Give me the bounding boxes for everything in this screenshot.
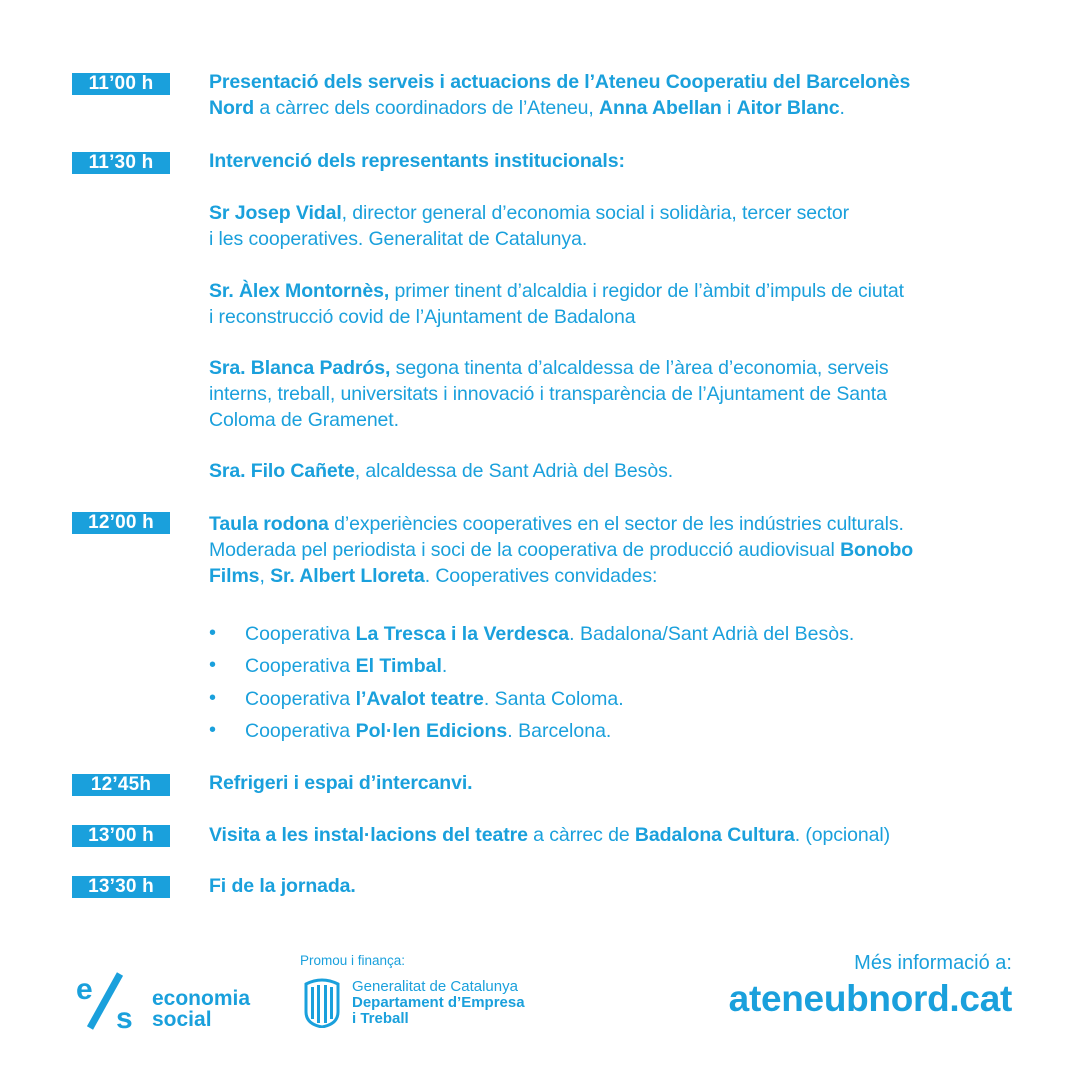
generalitat-text: Generalitat de Catalunya Departament d’Empresa i Treball xyxy=(352,978,525,1027)
bullet-icon: • xyxy=(209,622,217,644)
time-badge: 11’30 h xyxy=(72,152,170,174)
economia-social-logo-icon xyxy=(76,972,142,1030)
agenda-item-roundtable: Taula rodona d’experiències cooperatives en el sector de les indústries culturals. Moderada pel periodista i soci de la cooperativa de producció audiovisual Bonobo Films, Sr. Albert Lloreta. Cooperatives convidades: xyxy=(209,513,914,587)
bullet-icon: • xyxy=(209,654,217,676)
bullet-icon: • xyxy=(209,687,217,709)
more-info-label: Més informació a: xyxy=(854,952,1012,974)
economia-social-wordmark: economia social xyxy=(152,987,251,1031)
agenda-item-presentation: Presentació dels serveis i actuacions de l’Ateneu Cooperatiu del Barcelonès Nord a càrrec dels coordinadors de l’Ateneu, Anna Abellan i Aitor Blanc. xyxy=(209,71,911,119)
speaker-josep-vidal: Sr Josep Vidal, director general d’economia social i solidària, tercer sector i les cooperatives. Generalitat de Catalunya. xyxy=(209,202,850,250)
promou-label: Promou i finança: xyxy=(300,953,406,968)
time-badge: 12’00 h xyxy=(72,512,170,534)
bullet-icon: • xyxy=(209,719,217,741)
speaker-blanca-padros: Sra. Blanca Padrós, segona tinenta d’alcaldessa de l’àrea d’economia, serveis interns, treball, universitats i innovació i transparència de l’Ajuntament de Santa Coloma de Gramenet. xyxy=(209,357,889,431)
time-badge: 13’00 h xyxy=(72,825,170,847)
svg-text:s: s xyxy=(116,1002,133,1030)
time-badge: 12’45h xyxy=(72,774,170,796)
agenda-item-break: Refrigeri i espai d’intercanvi. xyxy=(209,772,473,794)
speaker-alex-montornes: Sr. Àlex Montornès, primer tinent d’alcaldia i regidor de l’àmbit d’impuls de ciutat i reconstrucció covid de l’Ajuntament de Badalona xyxy=(209,280,904,328)
svg-text:e: e xyxy=(76,973,93,1006)
agenda-item-end: Fi de la jornada. xyxy=(209,875,356,897)
speaker-filo-canete: Sra. Filo Cañete, alcaldessa de Sant Adrià del Besòs. xyxy=(209,460,674,482)
time-badge: 11’00 h xyxy=(72,73,170,95)
generalitat-shield-icon xyxy=(300,978,344,1028)
agenda-item-visit: Visita a les instal·lacions del teatre a càrrec de Badalona Cultura. (opcional) xyxy=(209,824,891,846)
agenda-item-institutional: Intervenció dels representants institucionals: xyxy=(209,150,625,172)
time-badge: 13’30 h xyxy=(72,876,170,898)
website-link[interactable]: ateneubnord.cat xyxy=(728,978,1012,1019)
